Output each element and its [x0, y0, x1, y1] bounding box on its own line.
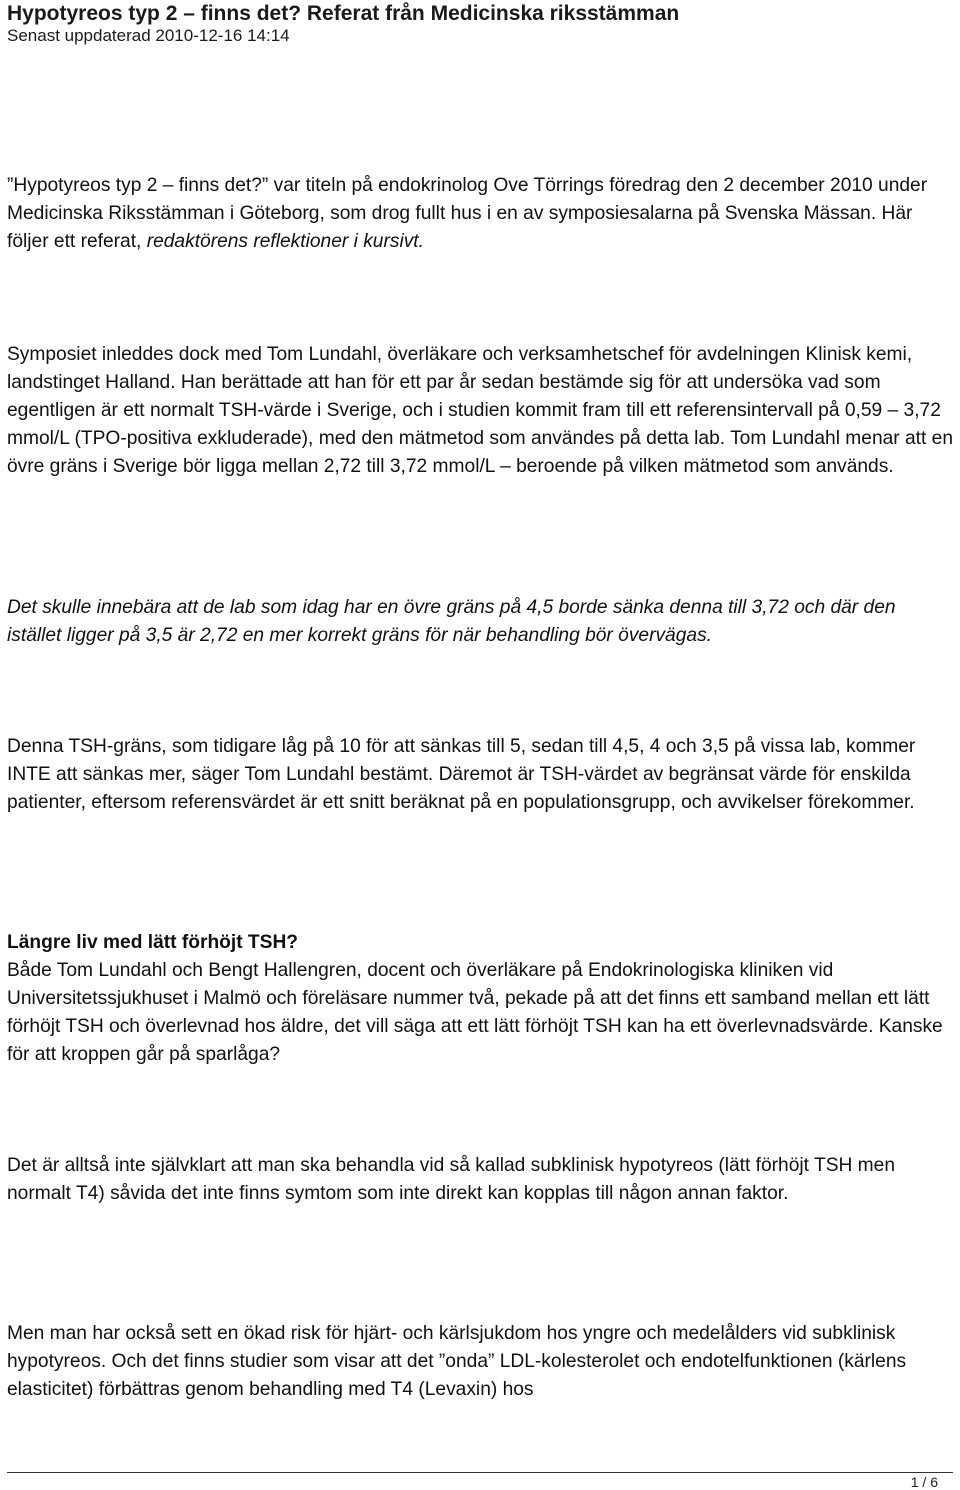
cardiovascular-paragraph: Men man har också sett en ökad risk för hjärt- och kärlsjukdom hos yngre och medelålders vid subklinisk hypotyreos. Och det finns studier som visar att det ”onda” LDL-kolesterolet och endotelfunktionen (kärlens elasticitet) förbättras genom behandling med T4 (Levaxin) hos — [7, 1323, 907, 1400]
treatment-paragraph: Det är alltså inte självklart att man ska behandla vid så kallad subklinisk hypotyreos (lätt förhöjt TSH men normalt T4) såvida det inte finns symtom som inte direkt kan kopplas till någon annan faktor. — [7, 1155, 896, 1204]
symposium-paragraph: Symposiet inleddes dock med Tom Lundahl, överläkare och verksamhetschef för avdelningen Klinisk kemi, landstinget Halland. Han berättade att han för ett par år sedan bestämde sig för att undersöka vad som egentligen är ett normalt TSH-värde i Sverige, och i studien kommit fram till ett referensintervall på 0,59 – 3,72 mmol/L (TPO-positiva exkluderade), med den mätmetod som användes på detta lab. Tom Lundahl menar att en övre gräns i Sverige bör ligga mellan 2,72 till 3,72 mmol/L – beroende på vilken mätmetod som används. — [7, 344, 954, 477]
editor-reflection-text: Det skulle innebära att de lab som idag har en övre gräns på 4,5 borde sänka denna till 3,72 och där den istället ligger på 3,5 är 2,72 en mer korrekt gräns för när behandling bör övervägas. — [7, 597, 896, 646]
last-updated-timestamp: Senast uppdaterad 2010-12-16 14:14 — [7, 26, 290, 45]
tsh-limit-paragraph: Denna TSH-gräns, som tidigare låg på 10 för att sänkas till 5, sedan till 4,5, 4 och 3,5 på vissa lab, kommer INTE att sänkas mer, säger Tom Lundahl bestämt. Däremot är TSH-värdet av begränsat värde för enskilda patienter, eftersom referensvärdet är ett snitt beräknat på en populationsgrupp, och avvikelser förekommer. — [7, 736, 916, 813]
survival-paragraph: Både Tom Lundahl och Bengt Hallengren, docent och överläkare på Endokrinologiska kliniken vid Universitetssjukhuset i Malmö och föreläsare nummer två, pekade på att det finns ett samband mellan ett lätt förhöjt TSH och överlevnad hos äldre, det vill säga att ett lätt förhöjt TSH kan ha ett överlevnadsvärde. Kanske för att kroppen går på sparlåga? — [7, 960, 943, 1065]
intro-italic-note: redaktörens reflektioner i kursivt. — [146, 231, 424, 252]
page-title: Hypotyreos typ 2 – finns det? Referat från Medicinska riksstämman — [7, 2, 680, 25]
intro-paragraph — [7, 172, 955, 256]
page-number: 1 / 6 — [910, 1474, 938, 1490]
section-heading: Längre liv med lätt förhöjt TSH? — [7, 932, 299, 953]
intro-text: ”Hypotyreos typ 2 – finns det?” var titeln på endokrinolog Ove Törrings föredrag den 2 december 2010 under Medicinska Riksstämman i Göteborg, som drog fullt hus i en av symposiesalarna på Svenska Mässan. Här följer ett referat, — [7, 175, 928, 252]
page-header — [0, 0, 960, 48]
editor-reflection-paragraph — [7, 594, 955, 650]
footer-divider — [7, 1472, 953, 1473]
